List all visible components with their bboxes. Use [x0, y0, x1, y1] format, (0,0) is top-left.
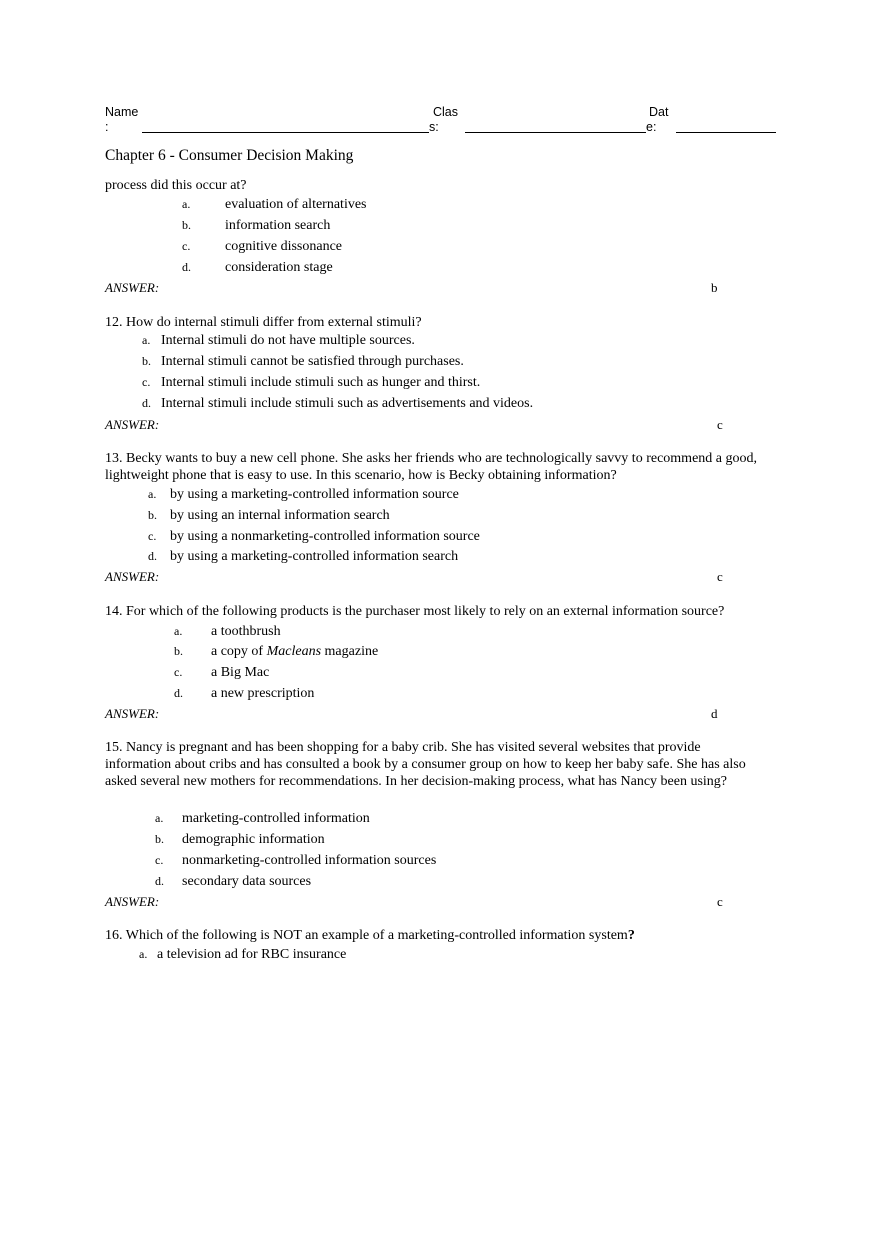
answer-label: ANSWER:: [105, 894, 160, 909]
class-label-suffix: s:: [429, 120, 439, 134]
question-16-stem: [105, 927, 635, 944]
answer-label: ANSWER:: [105, 280, 160, 295]
option-text: Internal stimuli include stimuli such as advertisements and videos.: [161, 396, 534, 411]
chapter-title: Chapter 6 - Consumer Decision Making: [105, 147, 354, 164]
name-label-colon: :: [105, 120, 109, 134]
option-text: nonmarketing-controlled information sources: [182, 853, 437, 868]
option-letter: b.: [142, 354, 151, 368]
question-16-stem-text: 16. Which of the following is NOT an example of a marketing-controlled information system: [105, 928, 628, 943]
answer-label: ANSWER:: [105, 569, 160, 584]
option-text: Internal stimuli do not have multiple sources.: [161, 333, 415, 348]
option-text: cognitive dissonance: [225, 239, 343, 254]
answer-label: ANSWER:: [105, 706, 160, 721]
option-text: evaluation of alternatives: [225, 197, 367, 212]
option-text: by using a nonmarketing-controlled information source: [170, 529, 480, 544]
option-letter: a.: [139, 947, 148, 961]
answer-value: c: [717, 569, 723, 584]
question-14-stem: 14. For which of the following products is the purchaser most likely to rely on an external information source?: [105, 604, 725, 619]
answer-value: c: [717, 894, 723, 909]
option-letter: a.: [174, 624, 183, 638]
option-letter: d.: [142, 396, 151, 410]
option-letter: c.: [174, 665, 183, 679]
option-text: marketing-controlled information: [182, 811, 370, 826]
class-label: Clas: [433, 105, 459, 119]
option-letter: d.: [182, 260, 191, 274]
option-text: secondary data sources: [182, 874, 312, 889]
option-letter: d.: [155, 874, 164, 888]
answer-value: d: [711, 706, 718, 721]
option-letter: d.: [148, 549, 157, 563]
option-letter: b.: [148, 508, 157, 522]
option-letter: a.: [182, 197, 191, 211]
answer-value: b: [711, 280, 718, 295]
date-label-suffix: e:: [646, 120, 657, 134]
answer-label: ANSWER:: [105, 417, 160, 432]
option-text: information search: [225, 218, 331, 233]
option-letter: c.: [142, 375, 151, 389]
option-text: consideration stage: [225, 260, 333, 275]
option-letter: c.: [155, 853, 164, 867]
option-text: a toothbrush: [211, 624, 281, 639]
option-text: a television ad for RBC insurance: [157, 947, 347, 962]
option-text: [211, 643, 378, 660]
class-field-line: [465, 132, 646, 133]
option-letter: b.: [155, 832, 164, 846]
date-field-line: [676, 132, 776, 133]
option-letter: c.: [148, 529, 157, 543]
question-12-stem: 12. How do internal stimuli differ from external stimuli?: [105, 315, 422, 330]
option-text: Internal stimuli include stimuli such as hunger and thirst.: [161, 375, 481, 390]
option-letter: a.: [155, 811, 164, 825]
question-13-stem: 13. Becky wants to buy a new cell phone. She asks her friends who are technologically savvy to recommend a good, lightweight phone that is easy to use. In this scenario, how is Becky obtaining information?: [105, 451, 757, 483]
option-letter: a.: [142, 333, 151, 347]
option-text: a Big Mac: [211, 665, 270, 680]
question-16-question-mark: ?: [627, 928, 635, 943]
option-text-after: magazine: [321, 644, 379, 659]
question-11-stem-continued: process did this occur at?: [105, 178, 247, 193]
date-label: Dat: [649, 105, 669, 119]
option-text: by using a marketing-controlled information search: [170, 549, 459, 564]
option-text: a new prescription: [211, 686, 315, 701]
name-label: Name: [105, 105, 139, 119]
question-15-stem: 15. Nancy is pregnant and has been shopping for a baby crib. She has visited several websites that provide information about cribs and has consulted a book by a consumer group on how to keep her baby safe. She has also asked several new mothers for recommendations. In her decision-making process, what has Nancy been using?: [105, 740, 746, 789]
option-letter: b.: [174, 644, 183, 658]
option-letter: d.: [174, 686, 183, 700]
name-field-line: [142, 132, 429, 133]
option-text: by using a marketing-controlled information source: [170, 487, 459, 502]
magazine-title: Macleans: [266, 644, 322, 659]
option-letter: c.: [182, 239, 191, 253]
option-text: demographic information: [182, 832, 325, 847]
option-text: Internal stimuli cannot be satisfied through purchases.: [161, 354, 464, 369]
option-text-before: a copy of: [211, 644, 267, 659]
option-letter: b.: [182, 218, 191, 232]
option-text: by using an internal information search: [170, 508, 390, 523]
option-letter: a.: [148, 487, 157, 501]
answer-value: c: [717, 417, 723, 432]
